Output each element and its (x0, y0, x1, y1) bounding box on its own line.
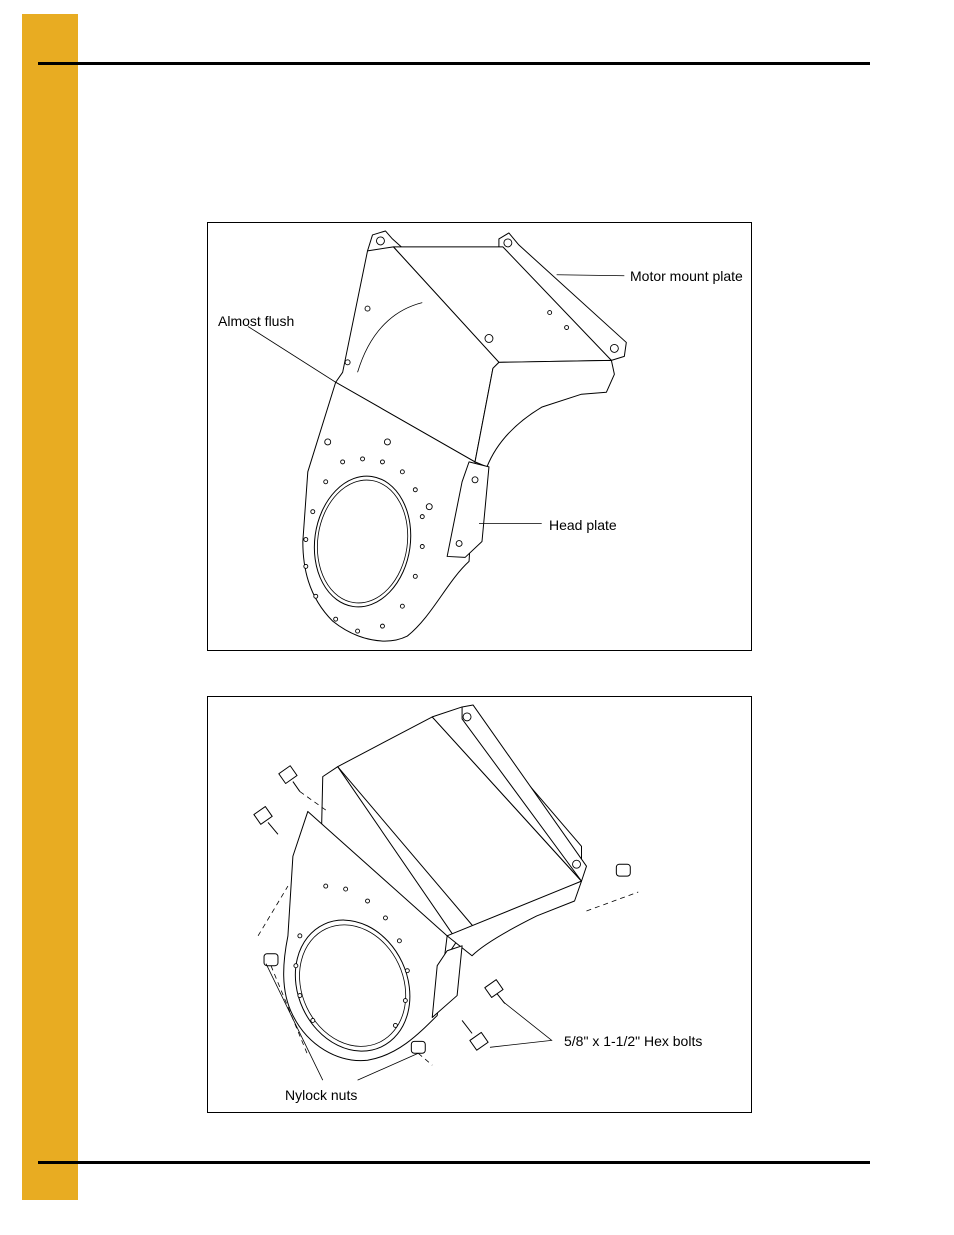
footer-rule (38, 1161, 870, 1164)
callout-nylock-nuts: Nylock nuts (285, 1087, 358, 1103)
figure-1-drawing (208, 223, 751, 650)
callout-head-plate: Head plate (549, 517, 617, 533)
figure-motor-mount-assembly (207, 222, 752, 651)
leader-motor-mount-plate (557, 275, 625, 276)
figure-bolt-assembly (207, 696, 752, 1113)
header-rule (38, 62, 870, 65)
motor-mount-front-lip (475, 360, 614, 467)
leader-hex-bolts (490, 1002, 552, 1048)
nut-right (616, 864, 630, 876)
bolt-top-left (279, 766, 300, 792)
bolt-bottom-1 (485, 980, 505, 1004)
bolt-bottom-2 (462, 1020, 488, 1050)
leader-almost-flush (248, 327, 336, 383)
side-tab (22, 14, 78, 1200)
figure-2-drawing (208, 697, 751, 1112)
bolt-left (254, 807, 278, 835)
callout-hex-bolts: 5/8" x 1-1/2" Hex bolts (564, 1033, 703, 1049)
nut-bottom (411, 1041, 425, 1053)
callout-motor-mount-plate: Motor mount plate (630, 268, 743, 284)
callout-almost-flush: Almost flush (218, 313, 295, 329)
